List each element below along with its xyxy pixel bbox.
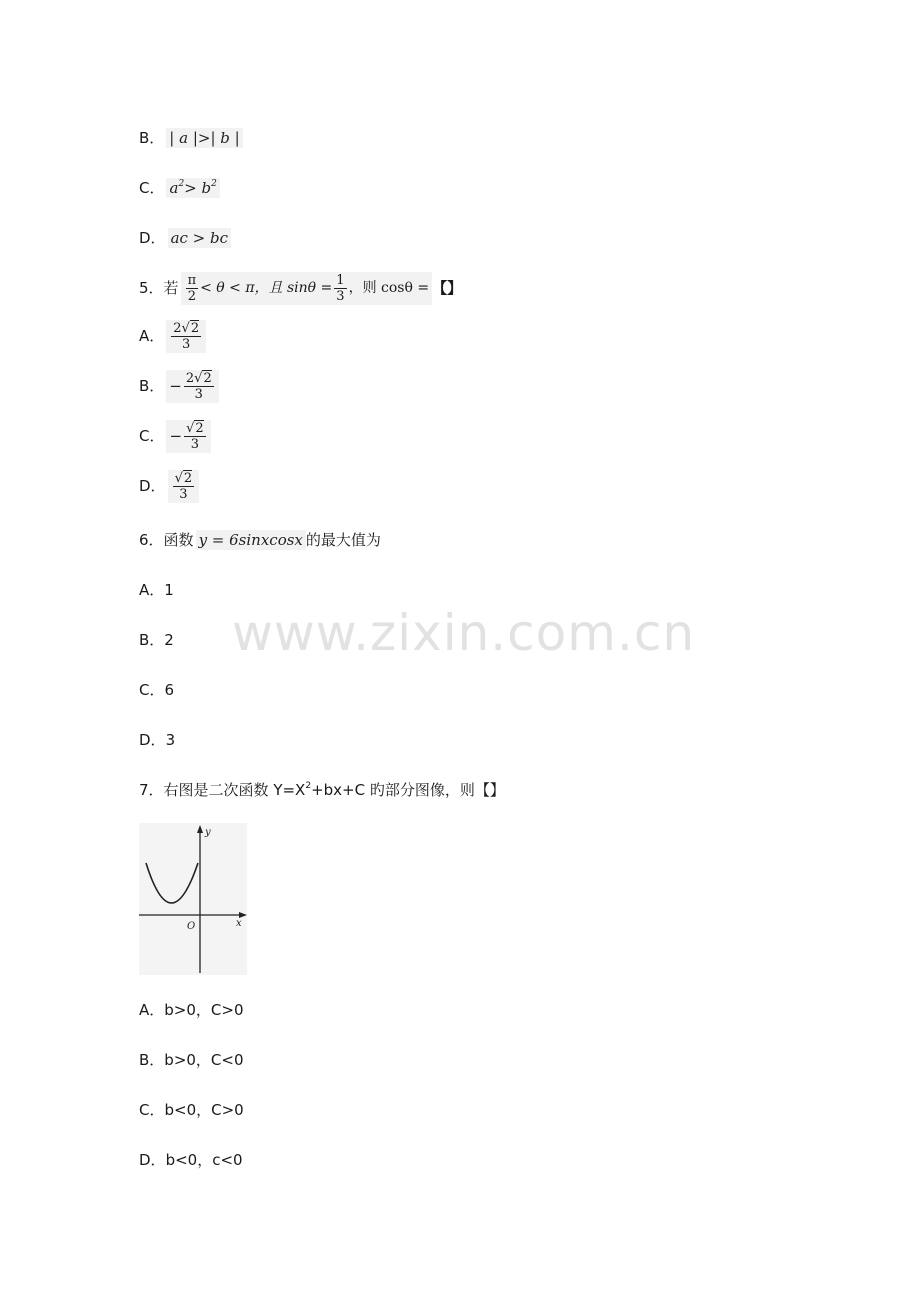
q6-option-d — [139, 730, 175, 750]
q4-option-c — [139, 178, 220, 198]
option-math: $\frac{√2}{3}$ — [168, 470, 200, 503]
q6-function-math: y = 6sinxcosx — [196, 530, 306, 550]
q7-option-c — [139, 1100, 244, 1120]
option-text: b<0，c<0 — [165, 1151, 243, 1169]
option-letter: C． — [139, 427, 165, 445]
option-letter: A． — [139, 581, 165, 599]
question-superscript: 2 — [305, 781, 312, 791]
option-letter: B． — [139, 631, 165, 649]
option-letter: B． — [139, 129, 165, 147]
option-letter: D． — [139, 731, 166, 749]
option-math: | a |>| b | — [166, 128, 242, 148]
option-math: ac > bc — [168, 228, 231, 248]
q7-stem — [139, 780, 505, 800]
option-math: $\frac{2√2}{3}$ — [166, 320, 206, 353]
option-letter: C． — [139, 681, 165, 699]
option-text: b<0，C>0 — [164, 1101, 244, 1119]
q7-option-a — [139, 1000, 244, 1020]
option-letter: A． — [139, 327, 165, 345]
option-math: a 2 > b 2 — [166, 178, 219, 198]
q5-option-c — [139, 418, 211, 454]
q6-option-b — [139, 630, 174, 650]
parabola-graph-svg — [139, 823, 247, 975]
option-letter: B． — [139, 377, 165, 395]
parabola-graph — [139, 823, 247, 975]
option-letter: C． — [139, 179, 165, 197]
watermark: www.zixin.com.cn — [232, 604, 696, 662]
option-math: − $\frac{2√2}{3}$ — [166, 370, 218, 403]
option-text: 2 — [164, 631, 174, 649]
x-axis-label: x — [236, 918, 242, 929]
y-axis-arrow-icon — [197, 825, 203, 833]
answer-bracket: 【】 — [432, 279, 463, 297]
question-text-before: 右图是二次函数 Y=X — [163, 781, 306, 799]
question-prefix: 函数 — [163, 531, 194, 549]
origin-label: O — [187, 921, 196, 932]
q5-option-b — [139, 368, 219, 404]
question-number: 6． — [139, 531, 164, 549]
option-letter: D． — [139, 229, 166, 247]
q4-option-d — [139, 228, 231, 248]
question-number: 7． — [139, 781, 164, 799]
option-math: − $\frac{√2}{3}$ — [166, 420, 210, 453]
option-letter: D． — [139, 477, 166, 495]
q5-condition-math: $\frac{\pi}{2}$ < θ < π，且 sinθ = $\frac{1}{3}$ ，则 cosθ = — [181, 272, 433, 305]
q7-option-b — [139, 1050, 244, 1070]
y-axis-label: y — [205, 827, 211, 838]
option-letter: C． — [139, 1101, 165, 1119]
option-text: b>0，C>0 — [164, 1001, 244, 1019]
option-text: 3 — [165, 731, 176, 749]
q6-stem — [139, 530, 381, 550]
option-text: b>0，C<0 — [164, 1051, 244, 1069]
question-number: 5． — [139, 279, 164, 297]
option-letter: A． — [139, 1001, 165, 1019]
option-text: 1 — [164, 581, 174, 599]
q5-option-a — [139, 318, 206, 354]
question-text-after: +bx+C 旳部分图像，则【】 — [311, 781, 505, 799]
q7-option-d — [139, 1150, 243, 1170]
q6-option-a — [139, 580, 174, 600]
q4-option-b — [139, 128, 243, 148]
question-suffix: 的最大值为 — [305, 531, 381, 549]
option-letter: B． — [139, 1051, 165, 1069]
q5-stem — [139, 270, 462, 306]
option-text: 6 — [164, 681, 175, 699]
question-prefix: 若 — [163, 279, 179, 297]
q6-option-c — [139, 680, 174, 700]
option-letter: D． — [139, 1151, 166, 1169]
parabola-curve — [146, 863, 198, 903]
q5-option-d — [139, 468, 199, 504]
